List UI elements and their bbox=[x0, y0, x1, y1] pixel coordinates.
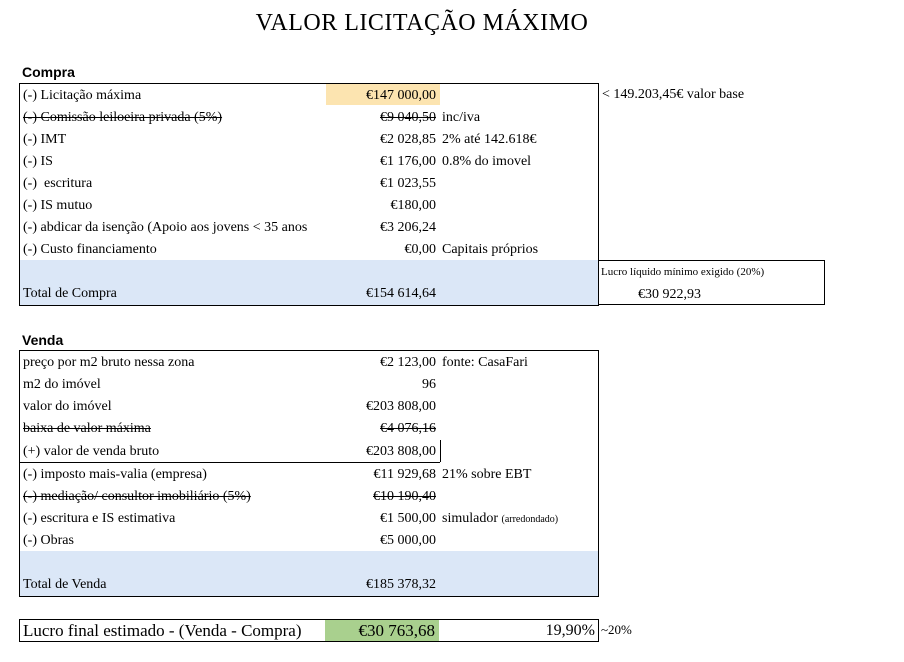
compra-row-value[interactable]: €180,00 bbox=[390, 198, 436, 213]
compra-row bbox=[20, 129, 598, 151]
venda-row bbox=[20, 508, 598, 530]
compra-row-label: (-) Comissão leiloeira privada (5%) bbox=[23, 110, 223, 125]
venda-total-row bbox=[20, 574, 598, 596]
compra-table bbox=[19, 83, 599, 306]
venda-row bbox=[20, 396, 598, 418]
venda-row-note-small: (arredondado) bbox=[501, 514, 559, 525]
compra-row-note: inc/iva bbox=[442, 110, 481, 125]
venda-row-label: (-) escritura e IS estimativa bbox=[23, 511, 176, 526]
venda-row-label: preço por m2 bruto nessa zona bbox=[23, 355, 195, 370]
venda-row-note: fonte: CasaFari bbox=[442, 355, 528, 370]
lucro-minimo-box bbox=[598, 260, 825, 305]
compra-total-value[interactable]: €154 614,64 bbox=[366, 286, 436, 301]
venda-table bbox=[19, 350, 599, 597]
venda-row bbox=[20, 441, 598, 463]
venda-total-label: Total de Venda bbox=[23, 577, 107, 592]
compra-row bbox=[20, 151, 598, 173]
venda-row-label: (-) mediação/ consultor imobiliário (5%) bbox=[23, 489, 251, 504]
lucro-minimo-label: Lucro líquido mínimo exigido (20%) bbox=[601, 266, 765, 278]
valor-base-note: < 149.203,45€ valor base bbox=[602, 87, 745, 102]
compra-row-label: (-) IS bbox=[23, 154, 53, 169]
compra-row-label: (-) Custo financiamento bbox=[23, 242, 157, 257]
compra-row-label: (-) IS mutuo bbox=[23, 198, 93, 213]
venda-row-label: (-) imposto mais-valia (empresa) bbox=[23, 467, 207, 482]
compra-row-value[interactable]: €9 040,50 bbox=[380, 110, 436, 125]
compra-total-row bbox=[20, 283, 598, 305]
compra-total-label: Total de Compra bbox=[23, 286, 117, 301]
venda-row-value[interactable]: €2 123,00 bbox=[380, 355, 436, 370]
venda-row bbox=[20, 486, 598, 508]
venda-row-value[interactable]: €203 808,00 bbox=[366, 444, 436, 459]
venda-row-note bbox=[442, 508, 558, 531]
compra-row bbox=[20, 239, 598, 261]
compra-row-note: Capitais próprios bbox=[442, 242, 539, 257]
venda-row-note: 21% sobre EBT bbox=[442, 467, 532, 482]
venda-row-value[interactable]: 96 bbox=[422, 377, 436, 392]
venda-total-value[interactable]: €185 378,32 bbox=[366, 577, 436, 592]
compra-row-note: 0.8% do imovel bbox=[442, 154, 532, 169]
compra-row bbox=[20, 173, 598, 195]
compra-row bbox=[20, 195, 598, 217]
compra-row-note: 2% até 142.618€ bbox=[442, 132, 537, 147]
venda-row-value[interactable]: €5 000,00 bbox=[380, 533, 436, 548]
venda-row bbox=[20, 374, 598, 396]
venda-row-label: m2 do imóvel bbox=[23, 377, 101, 392]
lucro-final-row bbox=[19, 619, 599, 642]
lucro-final-value[interactable]: €30 763,68 bbox=[358, 621, 435, 640]
compra-row-value[interactable]: €1 176,00 bbox=[380, 154, 436, 169]
compra-row-label: (-) IMT bbox=[23, 132, 67, 147]
compra-row-label: (-) escritura bbox=[23, 176, 93, 191]
compra-row bbox=[20, 217, 598, 239]
compra-section-label: Compra bbox=[22, 64, 75, 80]
lucro-final-approx: ~20% bbox=[601, 622, 632, 637]
compra-row-value[interactable]: €1 023,55 bbox=[380, 176, 436, 191]
compra-row bbox=[20, 107, 598, 129]
compra-row-value[interactable]: €3 206,24 bbox=[380, 220, 436, 235]
venda-row-value[interactable]: €10 190,40 bbox=[373, 489, 436, 504]
compra-row-value[interactable]: €2 028,85 bbox=[380, 132, 436, 147]
venda-row-value[interactable]: €11 929,68 bbox=[373, 467, 436, 482]
compra-row-value[interactable]: €0,00 bbox=[404, 242, 436, 257]
compra-row-value[interactable]: €147 000,00 bbox=[366, 88, 436, 103]
venda-row-value[interactable]: €203 808,00 bbox=[366, 399, 436, 414]
venda-row bbox=[20, 352, 598, 374]
venda-row-value[interactable]: €1 500,00 bbox=[380, 511, 436, 526]
lucro-final-label: Lucro final estimado - (Venda - Compra) bbox=[23, 621, 302, 640]
compra-row-label: (-) Licitação máxima bbox=[23, 88, 142, 103]
venda-row-label: (+) valor de venda bruto bbox=[23, 444, 160, 459]
venda-row-note-text: simulador bbox=[442, 511, 498, 526]
venda-row-label: valor do imóvel bbox=[23, 399, 112, 414]
venda-section-label: Venda bbox=[22, 332, 64, 348]
lucro-minimo-value[interactable]: €30 922,93 bbox=[638, 287, 701, 302]
lucro-final-percent[interactable]: 19,90% bbox=[545, 622, 595, 639]
venda-row bbox=[20, 418, 598, 440]
venda-row-value[interactable]: €4 076,16 bbox=[380, 421, 436, 436]
compra-row bbox=[20, 85, 598, 107]
compra-row-label: (-) abdicar da isenção (Apoio aos jovens < 35 anos bbox=[23, 220, 308, 235]
venda-row bbox=[20, 530, 598, 552]
venda-row-label: (-) Obras bbox=[23, 533, 74, 548]
venda-row-label: baixa de valor máxima bbox=[23, 421, 151, 436]
page-title: VALOR LICITAÇÃO MÁXIMO bbox=[255, 10, 589, 36]
venda-row bbox=[20, 464, 598, 486]
